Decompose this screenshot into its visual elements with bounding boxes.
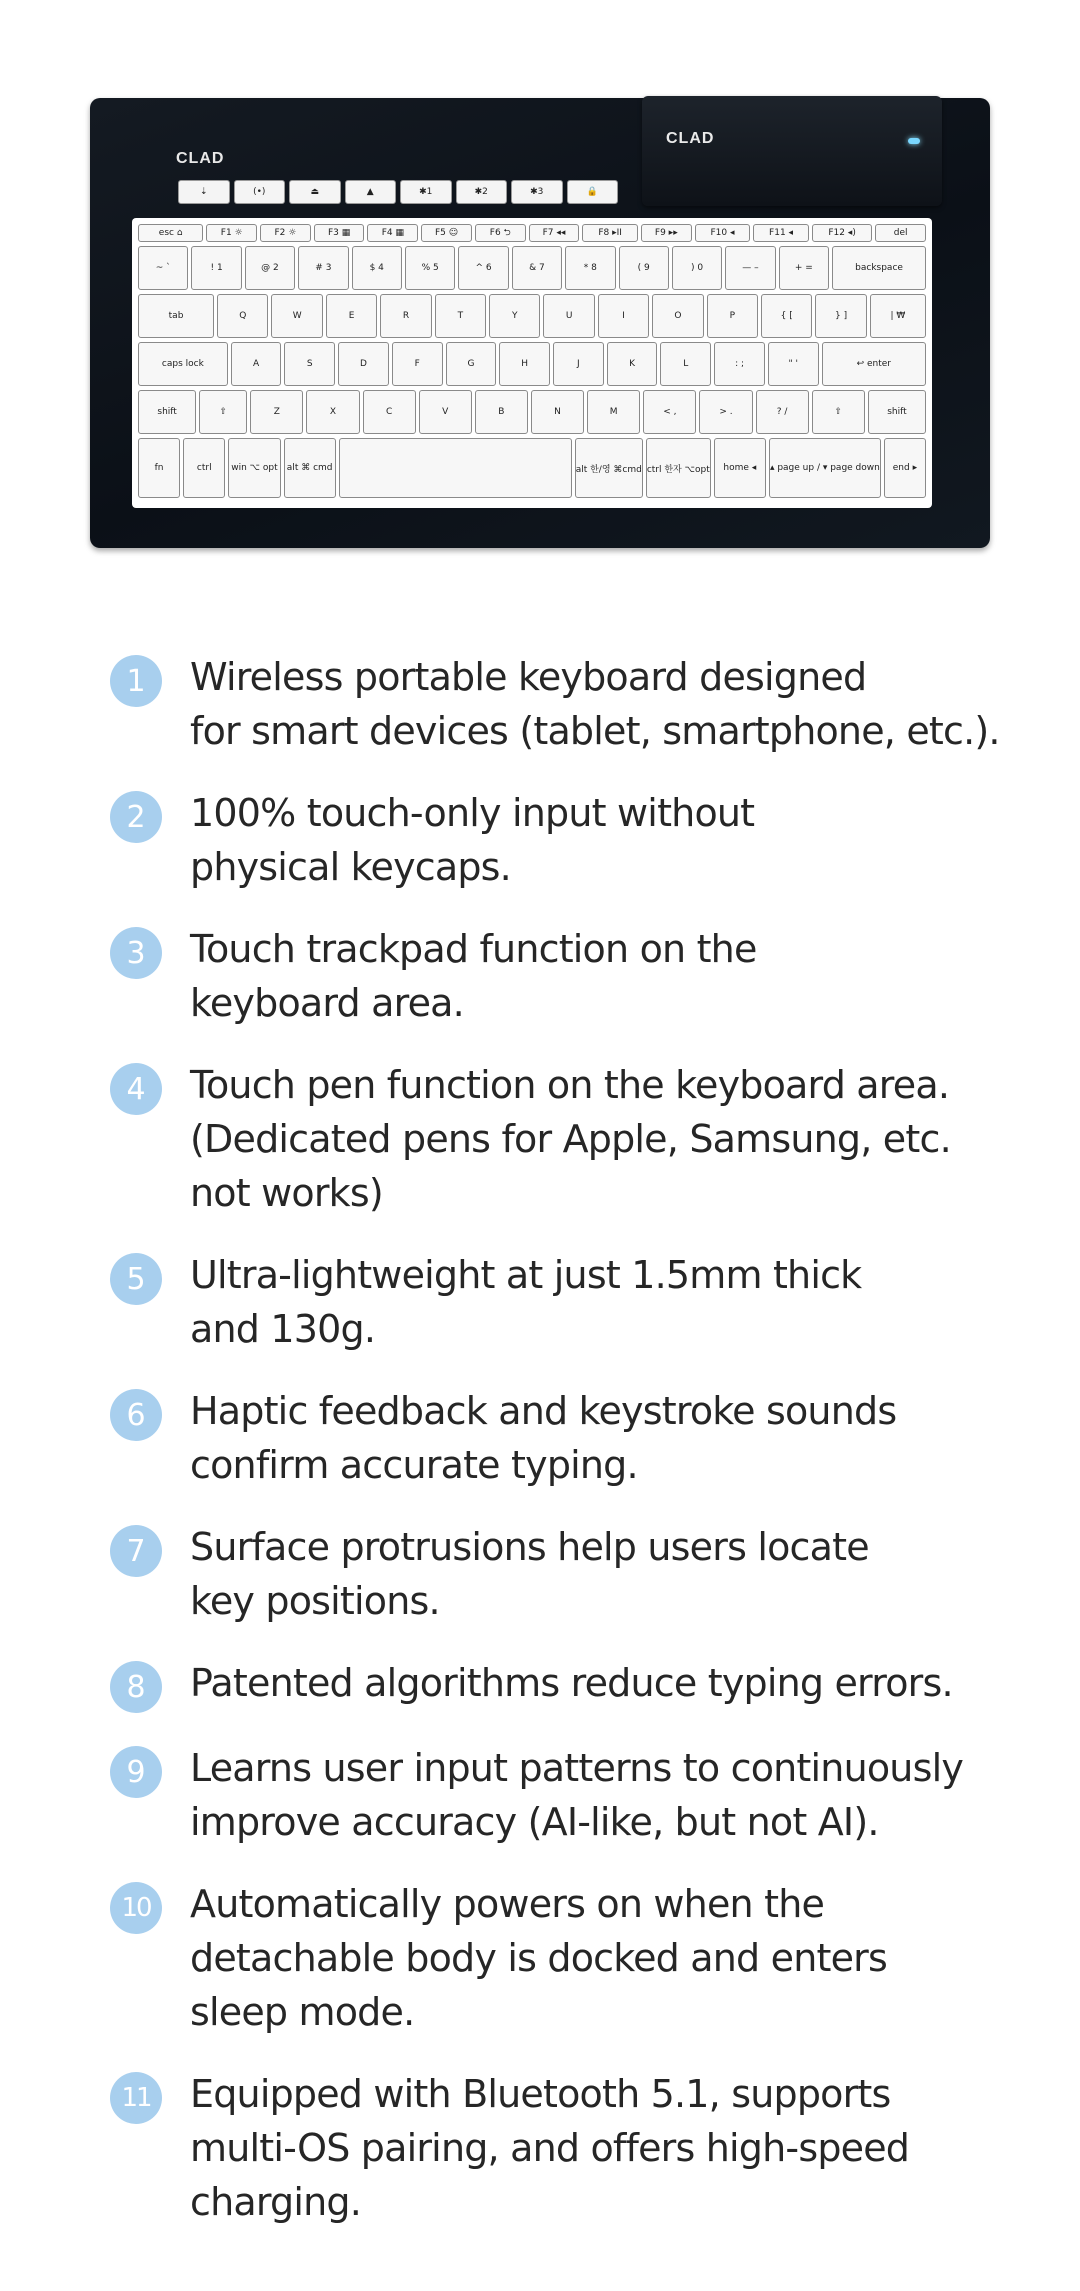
keyboard-key: + = <box>779 246 829 290</box>
keyboard-key: F8 ▸II <box>582 224 638 242</box>
function-key-row <box>138 224 926 242</box>
keyboard-key: caps lock <box>138 342 228 386</box>
keyboard-key: ctrl 한자 ⌥opt <box>646 438 711 498</box>
keyboard-key: shift <box>868 390 926 434</box>
keyboard-key: del <box>875 224 926 242</box>
feature-text: Learns user input patterns to continuously improve accuracy (AI-like, but not AI). <box>190 1746 964 1844</box>
shift-key-row <box>138 390 926 434</box>
number-badge: 6 <box>110 1389 162 1441</box>
feature-text: Equipped with Bluetooth 5.1, supports multi-OS pairing, and offers high-speed charging. <box>190 2072 910 2224</box>
keyboard-key: V <box>419 390 472 434</box>
feature-item <box>110 922 1010 1030</box>
keyboard-key: R <box>380 294 431 338</box>
brand-logo: CLAD <box>176 150 225 167</box>
feature-text: Touch trackpad function on the keyboard area. <box>190 927 757 1025</box>
mode-key: ✱3 <box>511 180 563 204</box>
keyboard-key: ) 0 <box>672 246 722 290</box>
feature-item <box>110 650 1010 758</box>
mode-key-bar <box>178 180 618 204</box>
keyboard-key: F1 ☼ <box>206 224 257 242</box>
feature-text: 100% touch-only input without physical keycaps. <box>190 791 755 889</box>
keyboard-key: & 7 <box>512 246 562 290</box>
number-badge: 3 <box>110 927 162 979</box>
keyboard-key: ~ ` <box>138 246 188 290</box>
keyboard-key: alt ⌘ cmd <box>284 438 336 498</box>
keyboard-key: T <box>435 294 486 338</box>
keyboard-key: ^ 6 <box>458 246 508 290</box>
keyboard-key: Q <box>217 294 268 338</box>
keyboard-key: esc ⌂ <box>138 224 203 242</box>
keyboard-key: { [ <box>761 294 812 338</box>
mode-key: 🔒 <box>567 180 619 204</box>
keyboard-key: : ; <box>714 342 765 386</box>
status-led-icon <box>908 138 920 144</box>
keyboard-key: alt 한/영 ⌘cmd <box>575 438 643 498</box>
keyboard-key: backspace <box>832 246 926 290</box>
keyboard-key: tab <box>138 294 214 338</box>
keyboard-key: home ◂ <box>714 438 766 498</box>
keyboard-key: M <box>587 390 640 434</box>
number-key-row <box>138 246 926 290</box>
number-badge: 1 <box>110 655 162 707</box>
keyboard-key: " ' <box>768 342 819 386</box>
keyboard-key: > . <box>699 390 752 434</box>
keyboard-key: | ₩ <box>870 294 926 338</box>
keyboard-key: E <box>326 294 377 338</box>
keyboard-key: ctrl <box>183 438 225 498</box>
keyboard-key: X <box>306 390 359 434</box>
feature-item <box>110 1656 1010 1713</box>
keyboard-key: F5 ☺ <box>421 224 472 242</box>
home-key-row <box>138 342 926 386</box>
feature-item <box>110 1058 1010 1220</box>
feature-text: Patented algorithms reduce typing errors. <box>190 1661 953 1705</box>
number-badge: 10 <box>110 1882 162 1934</box>
feature-item <box>110 1741 1010 1849</box>
feature-text: Automatically powers on when the detachable body is docked and enters sleep mode. <box>190 1882 888 2034</box>
keyboard-key: fn <box>138 438 180 498</box>
keyboard-key: F <box>392 342 443 386</box>
mode-key: ⇣ <box>178 180 230 204</box>
feature-item <box>110 786 1010 894</box>
keyboard-key: L <box>660 342 711 386</box>
keyboard-key: G <box>446 342 497 386</box>
mode-key: ⏏ <box>289 180 341 204</box>
keyboard-key: win ⌥ opt <box>228 438 280 498</box>
keyboard-key: U <box>543 294 594 338</box>
keyboard-key: B <box>475 390 528 434</box>
keyboard-key: W <box>271 294 322 338</box>
keyboard-product-image <box>90 96 990 548</box>
keyboard-key: $ 4 <box>352 246 402 290</box>
feature-text: Haptic feedback and keystroke sounds confirm accurate typing. <box>190 1389 897 1487</box>
mode-key: ✱2 <box>456 180 508 204</box>
keyboard-key: # 3 <box>298 246 348 290</box>
touch-keyboard-surface <box>132 218 932 508</box>
keyboard-key: ( 9 <box>619 246 669 290</box>
keyboard-key: F3 ▦ <box>314 224 365 242</box>
mode-key: (•) <box>234 180 286 204</box>
keyboard-key: end ▸ <box>884 438 926 498</box>
bottom-key-row <box>138 438 926 498</box>
feature-text: Surface protrusions help users locate key positions. <box>190 1525 869 1623</box>
keyboard-key: ⇧ <box>199 390 247 434</box>
keyboard-key: ⇧ <box>812 390 865 434</box>
keyboard-key: F9 ▸▸ <box>641 224 692 242</box>
number-badge: 5 <box>110 1253 162 1305</box>
number-badge: 2 <box>110 791 162 843</box>
keyboard-key: Y <box>489 294 540 338</box>
keyboard-key: ↩ enter <box>822 342 926 386</box>
keyboard-key: H <box>499 342 550 386</box>
keyboard-key: ! 1 <box>191 246 241 290</box>
detachable-dock-module <box>642 96 942 206</box>
feature-text: Ultra-lightweight at just 1.5mm thick and 130g. <box>190 1253 862 1351</box>
keyboard-key: P <box>707 294 758 338</box>
keyboard-key: A <box>231 342 282 386</box>
keyboard-key: F6 ⮌ <box>475 224 526 242</box>
keyboard-key: * 8 <box>565 246 615 290</box>
feature-item <box>110 2067 1010 2229</box>
keyboard-key: shift <box>138 390 196 434</box>
feature-list <box>110 650 1010 2229</box>
keyboard-key: K <box>607 342 658 386</box>
keyboard-key: D <box>338 342 389 386</box>
keyboard-key: — – <box>725 246 775 290</box>
mode-key: ▲ <box>345 180 397 204</box>
keyboard-key: } ] <box>815 294 866 338</box>
mode-key: ✱1 <box>400 180 452 204</box>
number-badge: 7 <box>110 1525 162 1577</box>
keyboard-key <box>339 438 572 498</box>
keyboard-key: F4 ▦ <box>367 224 418 242</box>
keyboard-key: F7 ◂◂ <box>529 224 580 242</box>
keyboard-key: F10 ◂ <box>695 224 751 242</box>
keyboard-key: I <box>598 294 649 338</box>
keyboard-key: @ 2 <box>245 246 295 290</box>
keyboard-key: J <box>553 342 604 386</box>
keyboard-key: < , <box>643 390 696 434</box>
keyboard-key: O <box>652 294 703 338</box>
dock-logo: CLAD <box>666 130 715 147</box>
keyboard-key: F11 ◂ <box>753 224 809 242</box>
keyboard-key: C <box>363 390 416 434</box>
keyboard-key: N <box>531 390 584 434</box>
keyboard-key: ▴ page up / ▾ page down <box>769 438 881 498</box>
keyboard-key: Z <box>250 390 303 434</box>
feature-item <box>110 1248 1010 1356</box>
number-badge: 11 <box>110 2072 162 2124</box>
keyboard-key: F12 ◂) <box>812 224 872 242</box>
keyboard-key: ? / <box>756 390 809 434</box>
qwerty-key-row <box>138 294 926 338</box>
number-badge: 4 <box>110 1063 162 1115</box>
keyboard-key: S <box>284 342 335 386</box>
keyboard-key: F2 ☼ <box>260 224 311 242</box>
feature-text: Touch pen function on the keyboard area. (Dedicated pens for Apple, Samsung, etc. not works) <box>190 1063 951 1215</box>
feature-text: Wireless portable keyboard designed for smart devices (tablet, smartphone, etc.). <box>190 655 1000 753</box>
feature-item <box>110 1877 1010 2039</box>
feature-item <box>110 1384 1010 1492</box>
number-badge: 8 <box>110 1661 162 1713</box>
number-badge: 9 <box>110 1746 162 1798</box>
feature-item <box>110 1520 1010 1628</box>
keyboard-key: % 5 <box>405 246 455 290</box>
